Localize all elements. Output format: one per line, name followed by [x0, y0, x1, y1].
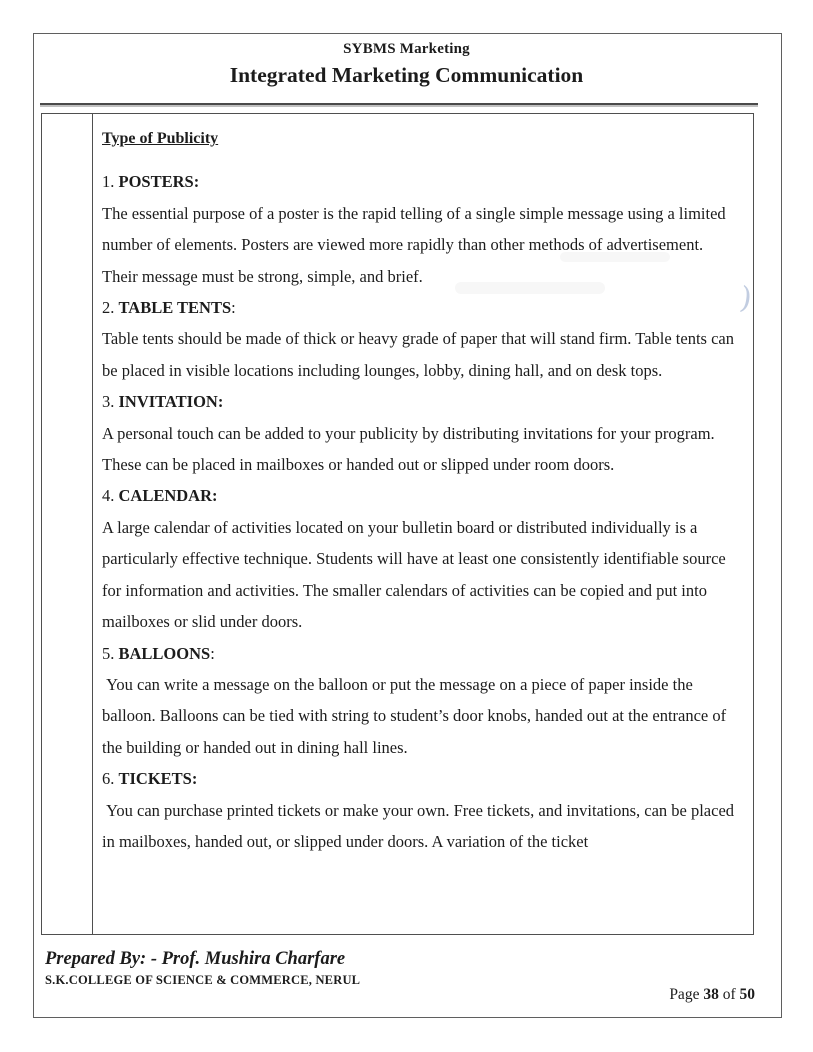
item-heading — [102, 386, 741, 417]
item-number: 1. — [102, 172, 115, 192]
item-number: 4. — [102, 486, 115, 506]
item-body: The essential purpose of a poster is the rapid telling of a single simple message using a limited number of elements. Posters are viewed more rapidly than other methods of advertisement. Their message must be strong, simple, and brief. — [102, 203, 730, 286]
item-title: POSTERS: — [118, 172, 200, 192]
page-title: Integrated Marketing Communication — [229, 63, 584, 87]
item-body: Table tents should be made of thick or heavy grade of paper that will stand firm. Table tents can be placed in visible locations including lounges, lobby, dining hall, and on desk tops. — [102, 329, 739, 380]
item-number: 6. — [102, 769, 115, 789]
college-line: S.K.COLLEGE OF SCIENCE & COMMERCE, NERUL — [45, 973, 361, 987]
content-table — [41, 113, 754, 935]
item-title: TICKETS: — [118, 769, 198, 789]
scan-artifact-mark: ) — [737, 280, 755, 317]
item-heading — [102, 480, 741, 511]
scan-smudge — [560, 252, 670, 262]
item-title: INVITATION: — [118, 392, 224, 412]
item-number: 3. — [102, 392, 115, 412]
prepared-by-line: Prepared By: - Prof. Mushira Charfare — [45, 949, 346, 969]
item-title: TABLE TENTS — [118, 298, 232, 318]
course-title: SYBMS Marketing — [343, 41, 470, 57]
page-label: Page — [669, 986, 700, 1003]
item-heading — [102, 638, 741, 669]
scan-smudge — [455, 282, 605, 294]
document-header — [0, 40, 813, 89]
table-main-cell — [93, 114, 753, 934]
section-heading: Type of Publicity — [102, 130, 219, 147]
item-number: 2. — [102, 298, 115, 318]
page-total: 50 — [739, 986, 755, 1003]
item-heading — [102, 763, 741, 794]
item-body: You can write a message on the balloon or put the message on a piece of paper inside the balloon. Balloons can be tied with string to student’s door knobs, handed out at the entrance of the building or handed out in dining hall lines. — [102, 674, 731, 757]
item-title: CALENDAR: — [118, 486, 218, 506]
item-heading — [102, 166, 741, 197]
item-number: 5. — [102, 643, 115, 663]
item-title-suffix: : — [231, 298, 236, 318]
item-body: A large calendar of activities located on your bulletin board or distributed individually is a particularly effective technique. Students will have at least one consistently identifiable source for information and activities. The smaller calendars of activities can be copied and put into mailboxes or slid under doors. — [102, 517, 730, 632]
item-title: BALLOONS — [118, 643, 211, 663]
item-body: A personal touch can be added to your publicity by distributing invitations for your program. These can be placed in mailboxes or handed out or slipped under room doors. — [102, 423, 719, 475]
table-left-column — [42, 114, 93, 934]
item-title-suffix: : — [210, 643, 215, 663]
of-label: of — [722, 986, 736, 1003]
page-number-indicator — [669, 985, 755, 1005]
header-divider — [40, 103, 758, 105]
page-number: 38 — [703, 986, 719, 1003]
item-heading — [102, 292, 741, 323]
item-body: You can purchase printed tickets or make your own. Free tickets, and invitations, can be placed in mailboxes, handed out, or slipped under doors. A variation of the ticket — [102, 800, 739, 851]
